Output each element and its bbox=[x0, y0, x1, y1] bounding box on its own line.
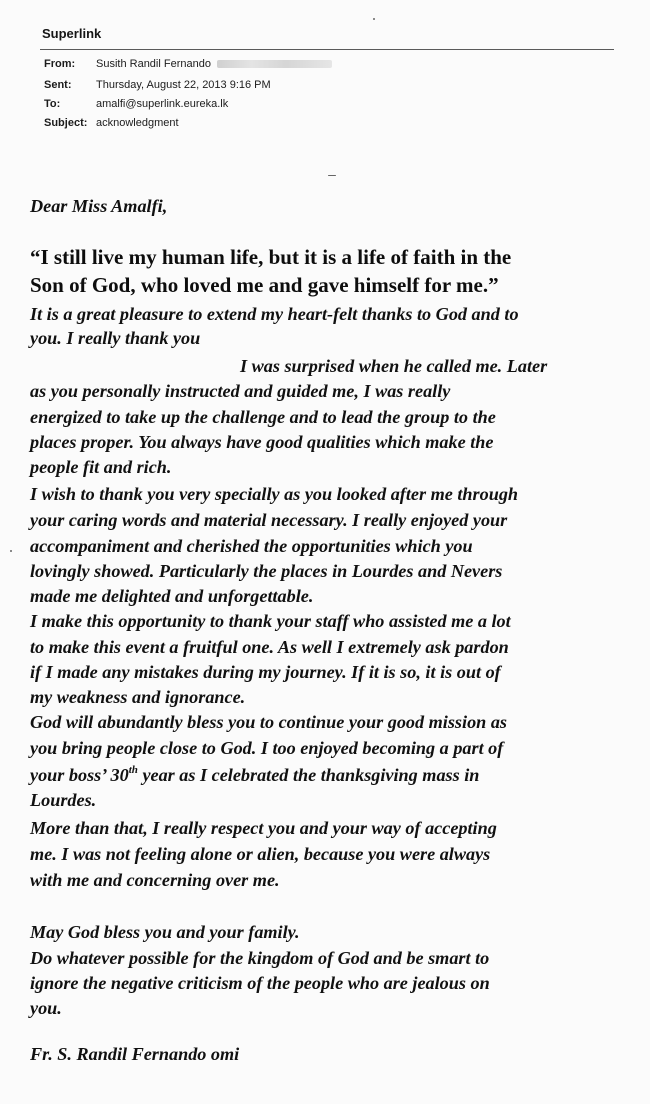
ordinal-suffix: th bbox=[128, 764, 138, 776]
body-line: my weakness and ignorance. bbox=[30, 687, 246, 707]
body-line: people fit and rich. bbox=[30, 457, 172, 477]
scripture-quote-line: Son of God, who loved me and gave himself for me.” bbox=[30, 273, 499, 297]
body-line: Lourdes. bbox=[30, 790, 97, 810]
body-line: me. I was not feeling alone or alien, because you were always bbox=[30, 844, 491, 864]
body-line bbox=[30, 764, 630, 786]
to-row bbox=[44, 98, 228, 110]
subject-value: acknowledgment bbox=[96, 117, 179, 129]
subject-row bbox=[44, 117, 179, 129]
body-line-part: year as I celebrated the thanksgiving mass in bbox=[137, 765, 480, 785]
body-line: I wish to thank you very specially as you looked after me through bbox=[30, 484, 519, 504]
body-line: accompaniment and cherished the opportunities which you bbox=[30, 536, 473, 556]
body-line: I make this opportunity to thank your staff who assisted me a lot bbox=[30, 611, 511, 631]
from-label: From: bbox=[44, 58, 76, 70]
body-line: as you personally instructed and guided me, I was really bbox=[30, 381, 451, 401]
closing-line: ignore the negative criticism of the people who are jealous on bbox=[30, 973, 490, 993]
header-divider bbox=[40, 49, 614, 50]
body-line: places proper. You always have good qualities which make the bbox=[30, 432, 494, 452]
from-row bbox=[44, 58, 332, 70]
from-value: Susith Randil Fernando bbox=[96, 58, 211, 70]
scan-speck bbox=[10, 550, 12, 552]
scan-speck bbox=[328, 175, 336, 176]
body-line: I was surprised when he called me. Later bbox=[240, 356, 548, 376]
body-line: if I made any mistakes during my journey. If it is so, it is out of bbox=[30, 662, 501, 682]
sent-value: Thursday, August 22, 2013 9:16 PM bbox=[96, 79, 271, 91]
sent-row bbox=[44, 79, 271, 91]
body-line: It is a great pleasure to extend my heart-felt thanks to God and to bbox=[30, 304, 519, 324]
body-line: More than that, I really respect you and your way of accepting bbox=[30, 818, 497, 838]
to-value: amalfi@superlink.eureka.lk bbox=[96, 98, 229, 110]
body-line: lovingly showed. Particularly the places in Lourdes and Nevers bbox=[30, 561, 503, 581]
signature: Fr. S. Randil Fernando omi bbox=[30, 1044, 240, 1064]
sent-label: Sent: bbox=[44, 79, 72, 91]
subject-label: Subject: bbox=[44, 117, 88, 129]
redacted-email bbox=[217, 60, 332, 68]
body-line: God will abundantly bless you to continue your good mission as bbox=[30, 712, 507, 732]
body-line: made me delighted and unforgettable. bbox=[30, 586, 314, 606]
body-line: to make this event a fruitful one. As well I extremely ask pardon bbox=[30, 637, 509, 657]
body-line: you. I really thank you bbox=[30, 328, 201, 348]
salutation: Dear Miss Amalfi, bbox=[30, 196, 168, 216]
scan-speck bbox=[373, 18, 375, 20]
to-label: To: bbox=[44, 98, 61, 110]
closing-line: you. bbox=[30, 998, 62, 1018]
scripture-quote-line: “I still live my human life, but it is a life of faith in the bbox=[30, 245, 512, 269]
body-line: your caring words and material necessary. I really enjoyed your bbox=[30, 510, 508, 530]
body-line: energized to take up the challenge and to lead the group to the bbox=[30, 407, 496, 427]
closing-line: May God bless you and your family. bbox=[30, 922, 300, 942]
body-line-part: your boss’ 30 bbox=[30, 765, 129, 785]
sender-organization: Superlink bbox=[42, 26, 102, 41]
closing-line: Do whatever possible for the kingdom of God and be smart to bbox=[30, 948, 490, 968]
body-line: you bring people close to God. I too enjoyed becoming a part of bbox=[30, 738, 504, 758]
body-line: with me and concerning over me. bbox=[30, 870, 280, 890]
